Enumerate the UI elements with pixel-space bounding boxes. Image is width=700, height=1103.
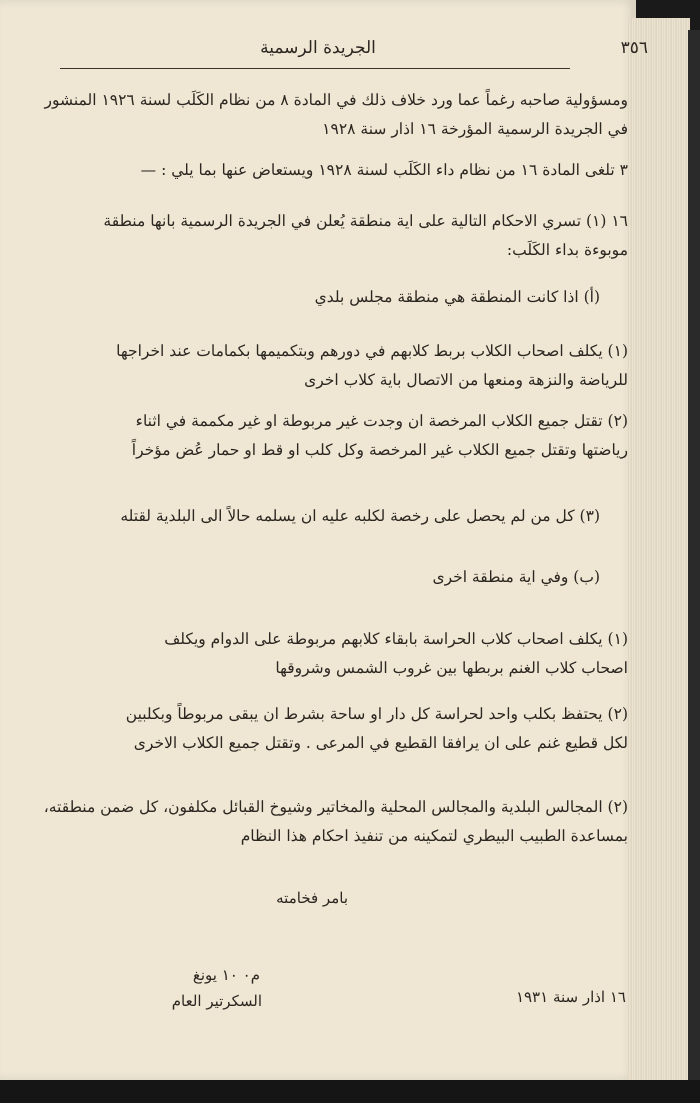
paragraph-continuation <box>44 86 628 144</box>
text-line: رياضتها وتقتل جميع الكلاب غير المرخصة وكل كلب او قط او حمار عُض مؤخراً <box>131 441 628 459</box>
book-spine-shadow <box>688 30 700 1080</box>
text-line: ٣ تلغى المادة ١٦ من نظام داء الكَلَب لسنة ١٩٢٨ ويستعاض عنها بما يلي : — <box>140 161 628 179</box>
subclause-a-item-2 <box>128 407 628 465</box>
text-line: اصحاب كلاب الغنم بربطها بين غروب الشمس وشروقها <box>275 659 628 677</box>
text-line: بمساعدة الطبيب البيطري لتمكينه من تنفيذ احكام هذا النظام <box>240 827 628 845</box>
text-line: (٢) تقتل جميع الكلاب المرخصة ان وجدت غير مربوطة او غير مكممة في اثناء <box>135 412 628 430</box>
signatory-name: م٠ ١٠ يونغ <box>192 966 260 984</box>
text-line: (١) يكلف اصحاب الكلاب بربط كلابهم في دورهم وبتكميمها بكمامات عند اخراجها <box>116 342 628 360</box>
text-line: لكل قطيع غنم على ان يرافقا القطيع في المرعى . وتقتل جميع الكلاب الاخرى <box>133 734 628 752</box>
running-header-title: الجريدة الرسمية <box>260 38 376 58</box>
page-number: ٣٥٦ <box>620 38 648 58</box>
decree-date: ١٦ اذار سنة ١٩٣١ <box>515 988 626 1006</box>
by-order-line: بامر فخامته <box>276 889 348 907</box>
text-line: ومسؤولية صاحبه رغماً عما ورد خلاف ذلك في المادة ٨ من نظام الكَلَب لسنة ١٩٢٦ المنشور <box>44 91 628 109</box>
clause-3 <box>128 156 628 185</box>
subclause-b-item-1 <box>128 625 628 683</box>
text-line: (٣) كل من لم يحصل على رخصة لكلبه عليه ان يسلمه حالاً الى البلدية لقتله <box>120 507 600 525</box>
subclause-a-item-1 <box>116 337 628 395</box>
clause-16 <box>103 207 628 265</box>
text-line: للرياضة والنزهة ومنعها من الاتصال باية كلاب اخرى <box>304 371 628 389</box>
text-line: موبوءة بداء الكَلَب: <box>506 241 628 259</box>
text-line: (٢) المجالس البلدية والمجالس المحلية والمخاتير وشيوخ القبائل مكلفون، كل ضمن منطقته، <box>43 798 628 816</box>
text-line: (ب) وفي اية منطقة اخرى <box>432 568 600 586</box>
page-edges <box>628 18 690 1080</box>
subclause-a-heading <box>130 283 600 312</box>
text-line: ١٦ (١) تسري الاحكام التالية على اية منطقة يُعلن في الجريدة الرسمية بانها منطقة <box>103 212 628 230</box>
text-line: في الجريدة الرسمية المؤرخة ١٦ اذار سنة ١٩٢٨ <box>322 120 628 138</box>
signatory-title: السكرتير العام <box>171 992 262 1010</box>
clause-16-item-2 <box>43 793 628 851</box>
text-line: (أ) اذا كانت المنطقة هي منطقة مجلس بلدي <box>314 288 600 306</box>
text-line: (٢) يحتفظ بكلب واحد لحراسة كل دار او ساحة بشرط ان يبقى مربوطاً وبكلبين <box>125 705 628 723</box>
scan-bottom-border <box>0 1080 700 1103</box>
subclause-b-heading <box>130 563 600 592</box>
subclause-a-item-3 <box>100 502 600 531</box>
header-rule <box>60 68 570 69</box>
text-line: (١) يكلف اصحاب كلاب الحراسة بابقاء كلابهم مربوطة على الدوام ويكلف <box>164 630 628 648</box>
subclause-b-item-2 <box>125 700 628 758</box>
